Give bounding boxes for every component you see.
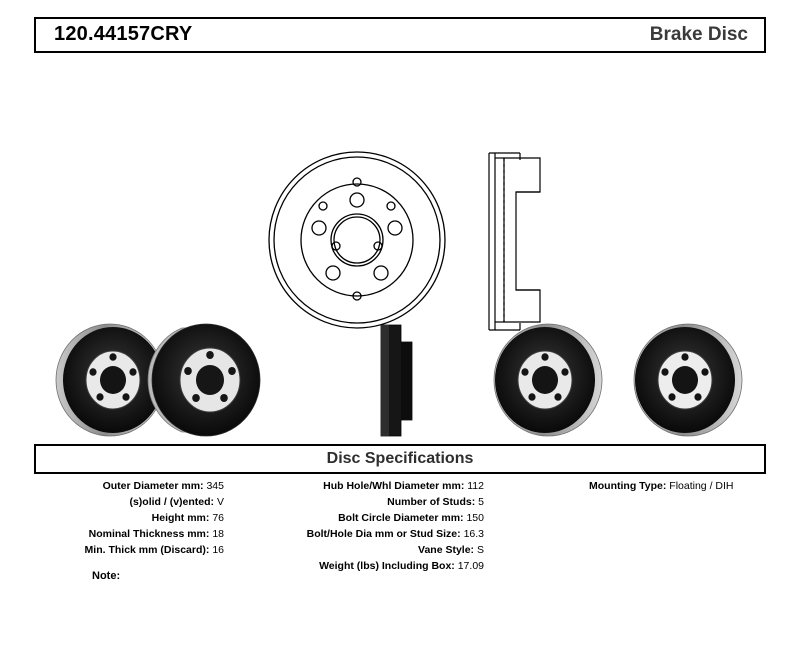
rotor-photo-view-2 [148,324,260,436]
spec-label: Outer Diameter mm: [102,480,204,492]
spec-row [249,558,484,574]
rotor-photo-view-5 [634,324,742,436]
spec-value: 18 [212,528,224,540]
page-title: Brake Disc [649,24,748,45]
note-field [92,570,120,582]
spec-column-middle [249,478,484,574]
spec-value: 17.09 [457,560,484,572]
spec-panel [34,444,766,474]
spec-row [34,478,224,494]
spec-value: 16 [212,544,224,556]
spec-row [249,494,484,510]
spec-label: Number of Studs: [387,496,476,508]
note-label: Note: [92,570,121,582]
spec-label: Mounting Type: [589,480,667,492]
spec-label: Hub Hole/Whl Diameter mm: [323,480,465,492]
rotor-photo-view-4 [494,324,602,436]
spec-value: V [216,496,224,508]
spec-row [34,494,224,510]
part-number: 120.44157CRY [54,23,193,45]
rotor-photo-view-3 [381,325,412,436]
spec-panel-title: Disc Specifications [326,450,474,467]
spec-row [34,510,224,526]
line-art-face-view [269,152,445,328]
spec-value: 16.3 [463,528,484,540]
spec-row [589,478,789,494]
spec-value: 112 [467,480,484,492]
spec-label: Weight (lbs) Including Box: [319,560,455,572]
spec-value: Floating / DIH [669,480,734,492]
spec-column-right [589,478,789,494]
spec-label: Vane Style: [418,544,475,556]
spec-label: Bolt Circle Diameter mm: [338,512,464,524]
spec-row [34,526,224,542]
spec-value: 150 [466,512,484,524]
spec-label: Min. Thick mm (Discard): [84,544,210,556]
spec-row [34,542,224,558]
spec-body [34,478,766,588]
spec-row [249,526,484,542]
spec-label: (s)olid / (v)ented: [129,496,215,508]
spec-value: S [476,544,484,556]
spec-value: 76 [212,512,224,524]
header-bar [34,17,766,53]
spec-row [249,542,484,558]
spec-column-left [34,478,224,558]
spec-label: Bolt/Hole Dia mm or Stud Size: [306,528,461,540]
line-art-section-view [489,153,540,330]
spec-row [249,510,484,526]
spec-value: 5 [478,496,484,508]
drawing-area [0,60,800,440]
spec-label: Nominal Thickness mm: [88,528,210,540]
spec-row [249,478,484,494]
spec-value: 345 [206,480,224,492]
spec-label: Height mm: [151,512,210,524]
